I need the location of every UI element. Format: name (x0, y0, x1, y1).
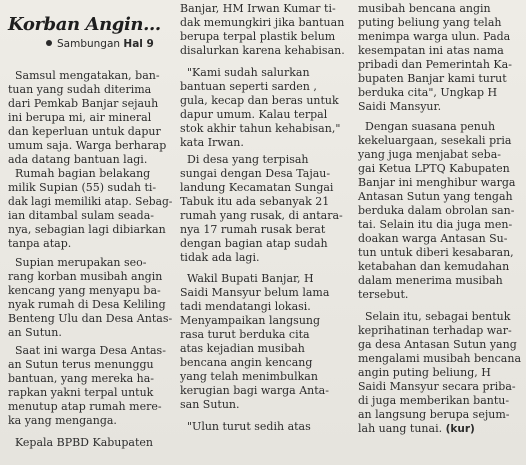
article-text-line: menimpa warga ulun. Pada (358, 30, 511, 43)
article-text-line: tun untuk diberi kesabaran, (358, 246, 514, 259)
article-text-line: rasa turut berduka cita (180, 328, 310, 341)
continuation-note (46, 37, 154, 51)
article-text-line: keprihatinan terhadap war- (358, 324, 512, 337)
article-column-3 (358, 0, 522, 465)
article-text-line: doakan warga Antasan Su- (358, 232, 508, 245)
article-text-line: menutup atap rumah mere- (8, 400, 162, 413)
article-text-line: Wakil Bupati Banjar, H (187, 272, 314, 285)
article-text-line: Menyampaikan langsung (180, 314, 321, 327)
article-text-line: "Kami sudah salurkan (187, 66, 310, 79)
article-text-line: landung Kecamatan Sungai (180, 181, 334, 194)
article-text-line: Saat ini warga Desa Antas- (15, 344, 166, 357)
article-text-line: Saidi Mansyur secara priba- (358, 380, 516, 393)
continuation-page: Hal 9 (123, 38, 154, 50)
article-text-line: angin puting beliung, H (358, 366, 491, 379)
article-text-line: mengalami musibah bencana (358, 352, 522, 365)
article-text-line: Selain itu, sebagai bentuk (365, 310, 511, 323)
article-text-line: gai Ketua LPTQ Kabupaten (358, 162, 510, 175)
article-text-line: bantuan seperti sarden , (180, 80, 317, 93)
article-text-line: bupaten Banjar kami turut (358, 72, 507, 85)
article-text-line: ada datang bantuan lagi. (8, 153, 148, 166)
article-text-line: tersebut. (358, 288, 409, 301)
article-text-line: rumah yang rusak, di antara- (180, 209, 343, 222)
article-text-line: Kepala BPBD Kabupaten (15, 436, 154, 449)
article-text-line: kerugian bagi warga Anta- (180, 384, 329, 397)
article-text-line: di juga memberikan bantu- (358, 394, 510, 407)
article-text-line: rapkan yakni terpal untuk (8, 386, 154, 399)
article-text-line: Tabuk itu ada sebanyak 21 (180, 195, 330, 208)
article-text-line: yang juga menjabat seba- (358, 148, 501, 161)
article-headline: Korban Angin... (8, 14, 161, 35)
article-text-line: gula, kecap dan beras untuk (180, 94, 339, 107)
article-text-line: san Sutun. (180, 398, 240, 411)
article-text-line: bantuan, yang mereka ha- (8, 372, 155, 385)
article-column-1 (8, 0, 172, 465)
article-text-line: atas kejadian musibah (180, 342, 305, 355)
article-text-line: tai. Selain itu dia juga men- (358, 218, 513, 231)
article-text-line: dak memungkiri jika bantuan (180, 16, 345, 29)
article-column-2 (180, 0, 350, 465)
continuation-label: Sambungan (57, 38, 121, 50)
article-text-line: dan keperluan untuk dapur (8, 125, 161, 138)
article-text-line: puting beliung yang telah (358, 16, 502, 29)
article-text-line: Dengan suasana penuh (365, 120, 496, 133)
article-text-line: dak lagi memiliki atap. Sebag- (8, 195, 173, 208)
article-text-line: tuan yang sudah diterima (8, 83, 152, 96)
bullet-icon (46, 40, 52, 46)
article-text-line: ga desa Antasan Sutun yang (358, 338, 517, 351)
article-text-line: bencana angin kencang (180, 356, 313, 369)
article-text-line: Saidi Mansyur belum lama (180, 286, 330, 299)
article-text-line: Supian merupakan seo- (15, 256, 147, 269)
article-text-line: umum saja. Warga berharap (8, 139, 167, 152)
article-text-line: tidak ada lagi. (180, 251, 260, 264)
article-text-line: kekeluargaan, sesekali pria (358, 134, 512, 147)
article-text-line: kencang yang menyapu ba- (8, 284, 161, 297)
article-text-line: kesempatan ini atas nama (358, 44, 504, 57)
article-text-line: kata Irwan. (180, 136, 244, 149)
article-text-line: nyak rumah di Desa Keliling (8, 298, 166, 311)
article-text-line: ketabahan dan kemudahan (358, 260, 510, 273)
author-tag: (kur) (445, 423, 475, 435)
article-text-line: berduka cita", Ungkap H (358, 86, 498, 99)
article-text-line: pribadi dan Pemerintah Ka- (358, 58, 512, 71)
article-text-line: ian ditambal sulam seada- (8, 209, 155, 222)
article-text-line: rang korban musibah angin (8, 270, 163, 283)
article-text-line: an Sutun. (8, 326, 62, 339)
article-text-line: an Sutun terus menunggu (8, 358, 154, 371)
article-text-line: Samsul mengatakan, ban- (15, 69, 160, 82)
article-text-line: ini berupa mi, air mineral (8, 111, 152, 124)
article-text-line: dalam menerima musibah (358, 274, 503, 287)
article-text-line: dapur umum. Kalau terpal (180, 108, 328, 121)
article-text-line: lah uang tunai. (kur) (358, 422, 475, 435)
article-text-line: Banjar, HM Irwan Kumar ti- (180, 2, 336, 15)
article-text-line: yang telah menimbulkan (180, 370, 318, 383)
article-text-line: ka yang menganga. (8, 414, 117, 427)
article-text-line: berduka dalam obrolan san- (358, 204, 515, 217)
article-text-line: an langsung berupa sejum- (358, 408, 510, 421)
article-text-line: nya 17 rumah rusak berat (180, 223, 326, 236)
article-text-line: milik Supian (55) sudah ti- (8, 181, 157, 194)
article-text-line: disalurkan karena kehabisan. (180, 44, 345, 57)
article-text-line: dari Pemkab Banjar sejauh (8, 97, 159, 110)
article-text-line: stok akhir tahun kehabisan," (180, 122, 341, 135)
article-text-line: Saidi Mansyur. (358, 100, 442, 113)
article-text-line: nya, sebagian lagi dibiarkan (8, 223, 166, 236)
article-text-line: Banjar ini menghibur warga (358, 176, 516, 189)
article-text-line: sungai dengan Desa Tajau- (180, 167, 331, 180)
article-text-line: Benteng Ulu dan Desa Antas- (8, 312, 173, 325)
article-text-line: berupa terpal plastik belum (180, 30, 336, 43)
article-text-line: tanpa atap. (8, 237, 72, 250)
article-text-line: Di desa yang terpisah (187, 153, 309, 166)
article-text-line: dengan bagian atap sudah (180, 237, 328, 250)
article-text-line: "Ulun turut sedih atas (187, 420, 311, 433)
article-text-line: Antasan Sutun yang tengah (358, 190, 513, 203)
article-text-line: tadi mendatangi lokasi. (180, 300, 311, 313)
article-text-line: Rumah bagian belakang (15, 167, 151, 180)
article-text-line: musibah bencana angin (358, 2, 491, 15)
